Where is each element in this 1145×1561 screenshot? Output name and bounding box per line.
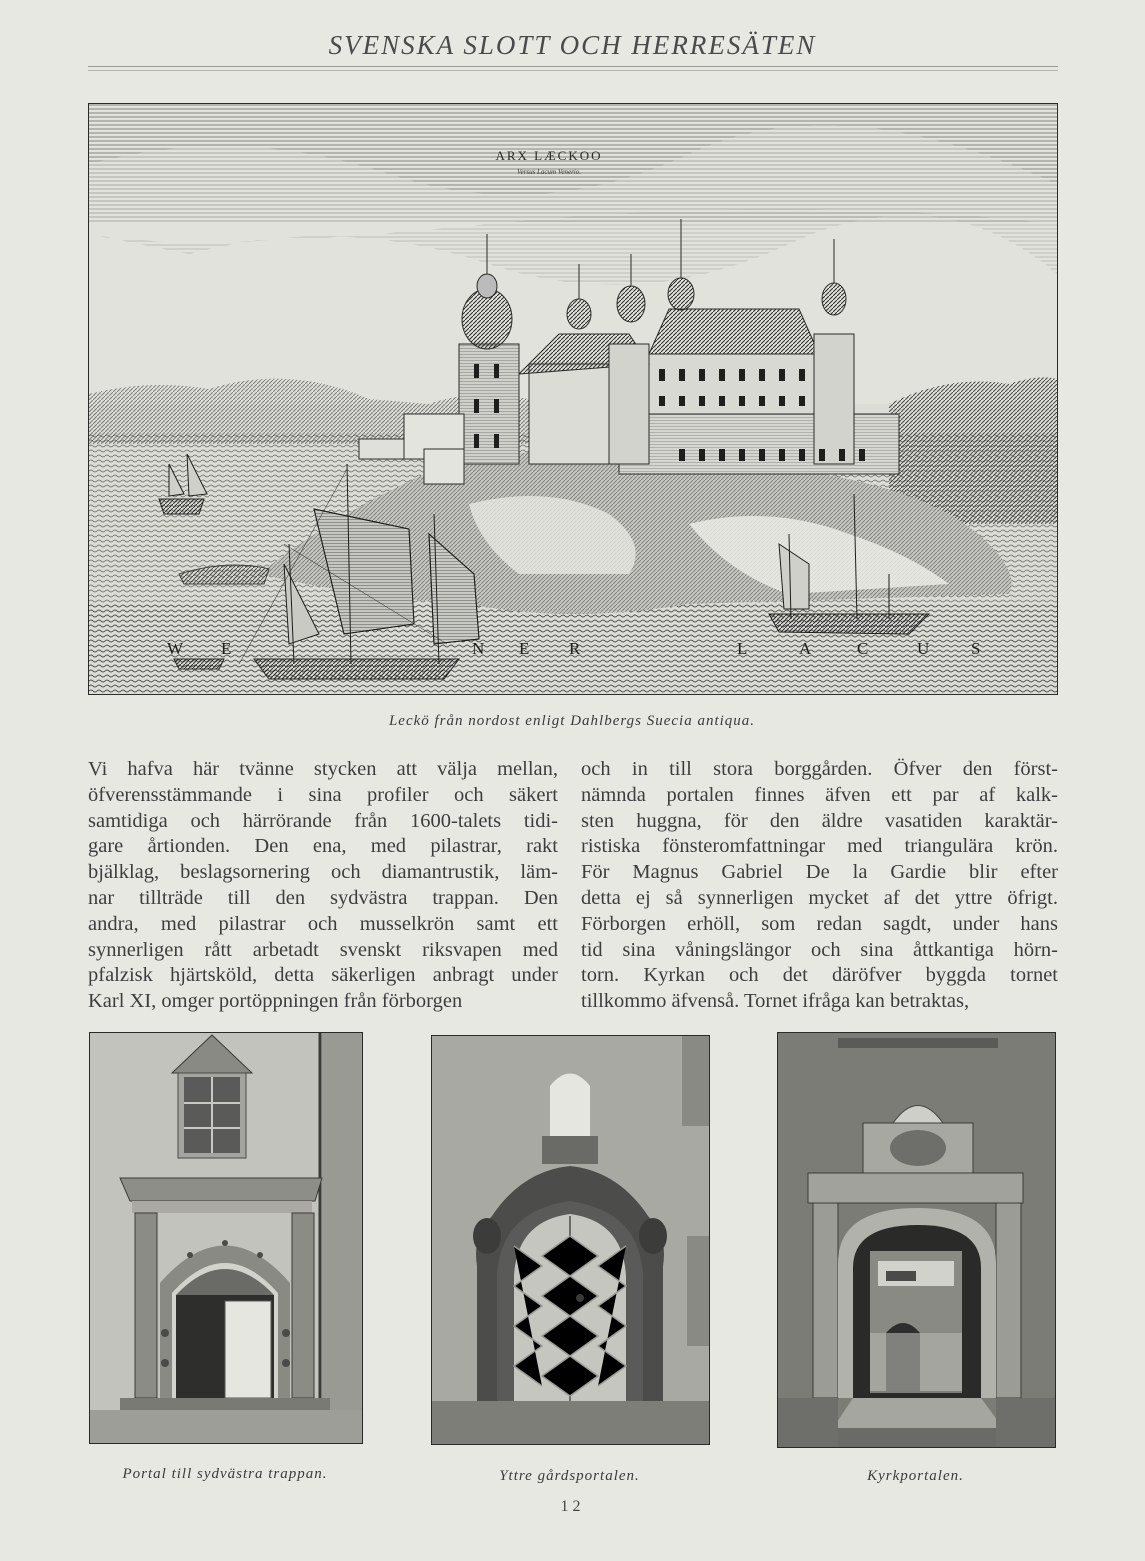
- photo-caption-1: Portal till sydvästra trappan.: [122, 1466, 328, 1482]
- text-line: andra, med pilastrar och musselkrön samt ett: [88, 912, 558, 935]
- lake-letter: C: [857, 639, 869, 658]
- photo-portal-sydvastra-trappan: [89, 1032, 363, 1444]
- text-column-left: [88, 757, 558, 1015]
- lake-letter: R: [569, 639, 581, 658]
- page-number: 12: [560, 1498, 585, 1515]
- header-rule: [88, 66, 1058, 67]
- photo-yttre-gardsportalen: [431, 1035, 710, 1445]
- text-line: pfalzisk hjärtsköld, detta säkerligen anbragt under: [88, 964, 558, 987]
- text-line: Karl XI, omger portöppningen från förborgen: [88, 990, 463, 1013]
- text-line: gare årtionden. Den ena, med pilastrar, rakt: [88, 835, 558, 858]
- text-line: tid sina våningslängor och sina åttkantiga hörn-: [581, 938, 1058, 961]
- text-line: torn. Kyrkan och det däröfver byggda tornet: [581, 964, 1058, 987]
- running-header: SVENSKA SLOTT OCH HERRESÄTEN: [328, 30, 817, 60]
- lake-letter: U: [917, 639, 930, 658]
- engraving-caption: Leckö från nordost enligt Dahlbergs Suecia antiqua.: [388, 713, 756, 729]
- engraving-inscription: ARX LÆCKOO: [495, 148, 603, 163]
- text-line: nämnda portalen finnes äfven ett par af kalk-: [581, 783, 1058, 806]
- photo-caption-2: Yttre gårdsportalen.: [499, 1468, 640, 1484]
- text-column-right: [581, 757, 1058, 1015]
- photo-kyrkportalen: [777, 1032, 1056, 1448]
- text-line: tillkommo äfvenså. Tornet ifråga kan betraktas,: [581, 990, 970, 1013]
- text-line: För Magnus Gabriel De la Gardie blir efter: [581, 861, 1058, 884]
- text-line: nar tillträde till den sydvästra trappan. Den: [88, 886, 558, 909]
- lake-letter: S: [971, 639, 981, 658]
- lake-letter: E: [221, 639, 232, 658]
- lake-letter: L: [737, 639, 748, 658]
- text-line: och in till stora borggården. Öfver den först-: [581, 758, 1058, 780]
- lake-letter: A: [799, 639, 812, 658]
- text-line: Vi hafva här tvänne stycken att välja mellan,: [88, 758, 558, 780]
- text-line: sten huggna, för den äldre vasatiden karaktär-: [581, 809, 1058, 832]
- lake-letter: E: [519, 639, 530, 658]
- text-line: samtidiga och härrörande från 1600-talets tidi-: [88, 809, 558, 832]
- text-line: synnerligen rått arbetadt svenskt riksvapen med: [88, 938, 558, 961]
- lake-letter: W: [167, 639, 184, 658]
- engraving-inscription-sub: Versus Lacum Venerio.: [517, 168, 581, 176]
- photo-caption-3: Kyrkportalen.: [867, 1468, 964, 1484]
- text-line: bjälklag, beslagsornering och diamantrustik, läm-: [88, 861, 558, 884]
- text-line: ristiska fönsteromfattningar med triangulära krön.: [581, 835, 1058, 858]
- text-line: öfverensstämmande i sina profiler och säkert: [88, 783, 558, 806]
- lake-letter: N: [472, 639, 485, 658]
- text-line: detta ej så synnerligen mycket af det yttre öfrigt.: [581, 886, 1058, 909]
- header-rule-thin: [88, 70, 1058, 71]
- text-line: Förborgen erhöll, som redan sagdt, under hans: [581, 912, 1058, 935]
- engraving-leckö: [88, 103, 1058, 695]
